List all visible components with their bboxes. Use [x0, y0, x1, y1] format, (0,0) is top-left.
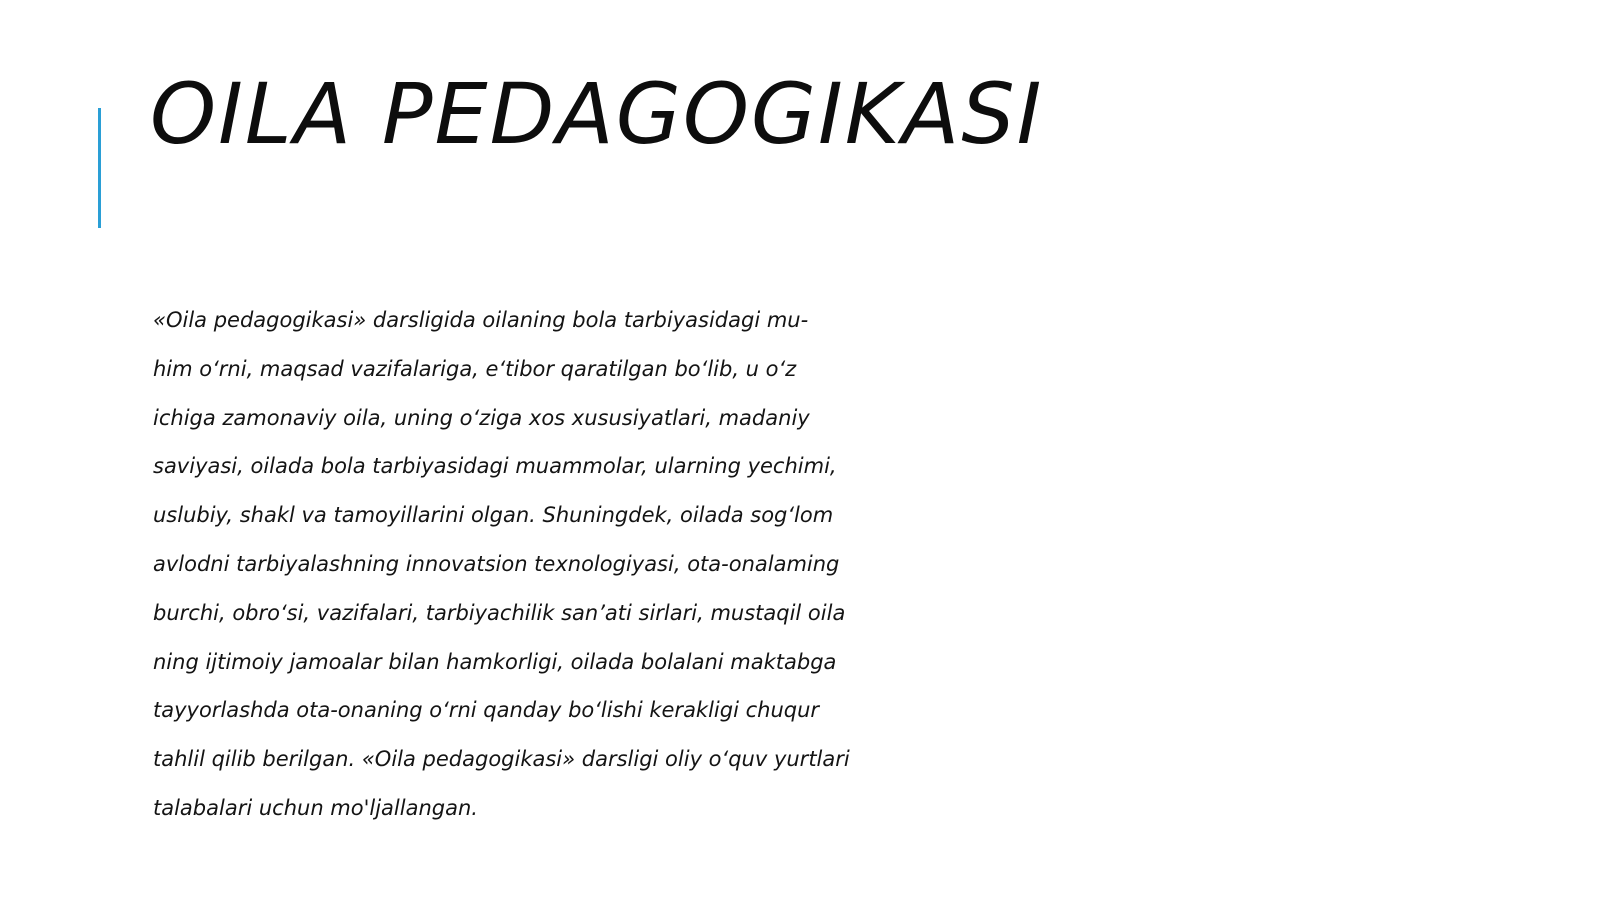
slide-body — [153, 296, 873, 833]
body-line: «Oila pedagogikasi» darsligida oilaning bola tarbiyasidagi mu- — [153, 308, 809, 332]
body-line: burchi, obro‘si, vazifalari, tarbiyachilik san’ati sirlari, mustaqil oila — [153, 600, 846, 625]
body-line: uslubiy, shakl va tamoyillarini olgan. Shuningdek, oilada sog‘lom — [153, 503, 834, 528]
title-accent-bar — [98, 108, 101, 228]
body-line: ichiga zamonaviy oila, uning o‘ziga xos xususiyatlari, madaniy — [153, 405, 810, 430]
body-line: tahlil qilib berilgan. «Oila pedagogikasi» darsligi oliy o‘quv yurtlari — [153, 747, 850, 772]
body-line: avlodni tarbiyalashning innovatsion texnologiyasi, ota-onalaming — [153, 551, 840, 576]
body-line: him o‘rni, maqsad vazifalariga, e‘tibor qaratilgan bo‘lib, u o‘z — [153, 356, 797, 381]
body-line: ning ijtimoiy jamoalar bilan hamkorligi, oilada bolalani maktabga — [153, 649, 837, 674]
slide-title: OILA PEDAGOGIKASI — [150, 65, 1044, 163]
body-line: saviyasi, oilada bola tarbiyasidagi muammolar, ularning yechimi, — [153, 454, 837, 479]
body-line: talabalari uchun mo'ljallangan. — [153, 795, 478, 820]
body-line: tayyorlashda ota-onaning o‘rni qanday bo‘lishi kerakligi chuqur — [153, 698, 820, 723]
